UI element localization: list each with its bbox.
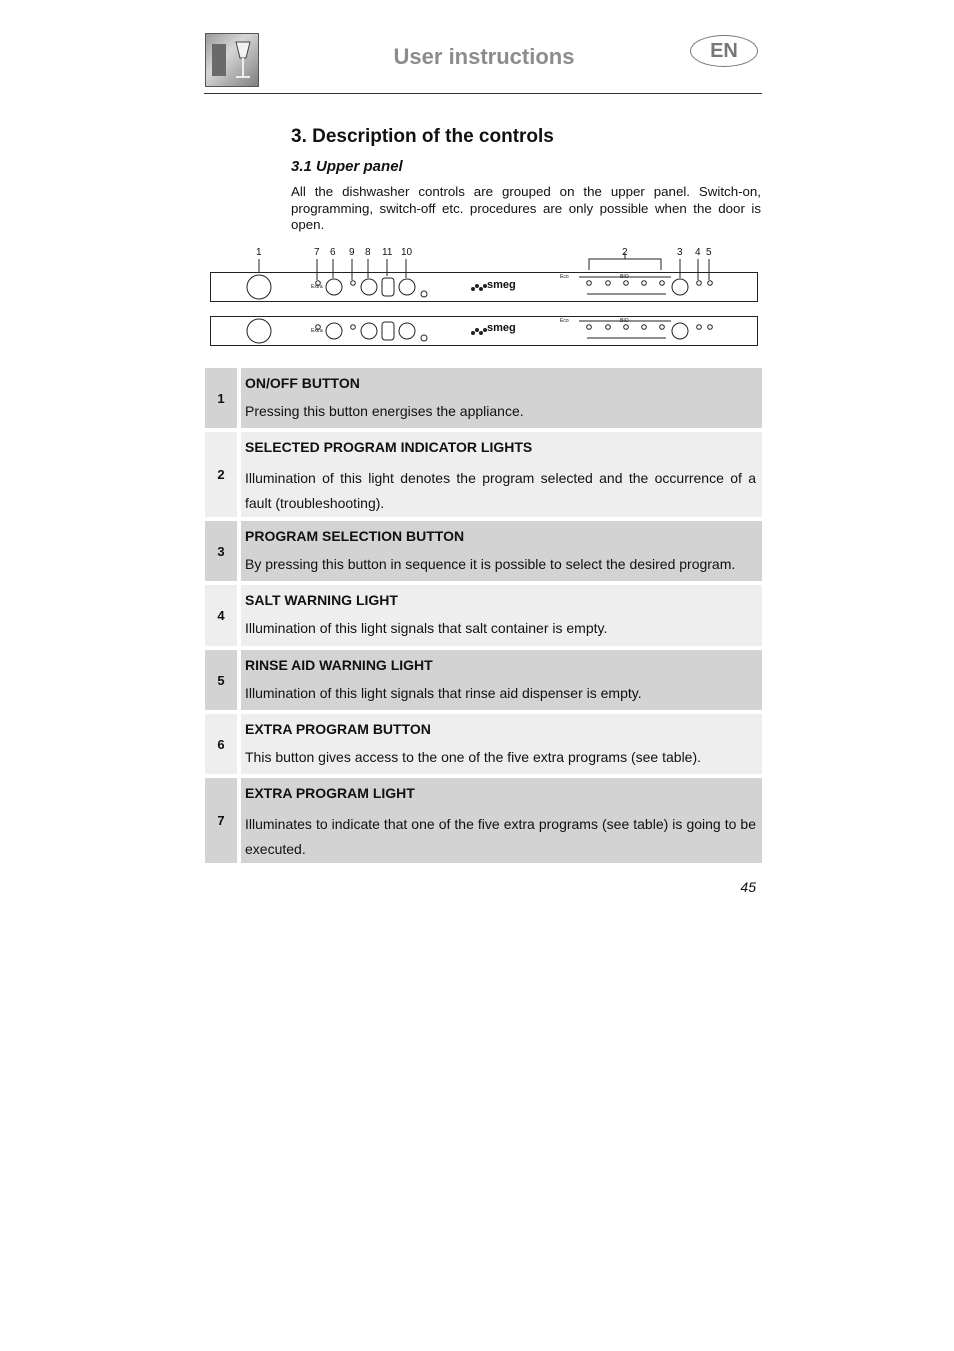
row-text: Pressing this button energises the appliance. (245, 403, 524, 419)
callout-10: 10 (401, 247, 413, 258)
row-title: EXTRA PROGRAM BUTTON (245, 721, 431, 737)
row-number: 2 (205, 432, 237, 517)
row-title: EXTRA PROGRAM LIGHT (245, 785, 415, 801)
row-title: ON/OFF BUTTON (245, 375, 360, 391)
language-badge: EN (690, 35, 758, 67)
bio-label: BIO (620, 274, 629, 280)
row-title: PROGRAM SELECTION BUTTON (245, 528, 465, 544)
section-subtitle: 3.1 Upper panel (291, 158, 403, 175)
table-row (241, 368, 762, 428)
row-number: 3 (205, 521, 237, 581)
table-row (241, 650, 762, 710)
callout-5: 5 (706, 247, 712, 258)
intro-paragraph: All the dishwasher controls are grouped on the upper panel. Switch-on, programming, switch-off etc. procedures are only possible when the door is open. (291, 184, 761, 232)
row-text: By pressing this button in sequence it is possible to select the desired program. (245, 556, 736, 572)
table-row (241, 714, 762, 774)
callout-4: 4 (695, 247, 701, 258)
row-number: 7 (205, 778, 237, 863)
callout-6: 6 (330, 247, 336, 258)
row-title: RINSE AID WARNING LIGHT (245, 657, 433, 673)
eco-label: Eco (560, 318, 569, 324)
row-title: SALT WARNING LIGHT (245, 592, 398, 608)
brand-logo: smeg (487, 322, 516, 334)
row-text: Illumination of this light signals that rinse aid dispenser is empty. (245, 685, 642, 701)
row-text: Illuminates to indicate that one of the five extra programs (see table) is going to be executed. (245, 816, 756, 857)
brand-logo: smeg (487, 279, 516, 291)
extra-label: Extra (311, 328, 323, 334)
table-row (241, 521, 762, 581)
onoff-button-shape (247, 275, 271, 299)
section-title: 3. Description of the controls (291, 126, 554, 147)
callout-9: 9 (349, 247, 355, 258)
callout-7: 7 (314, 247, 320, 258)
extra-label: Extra (311, 284, 323, 290)
extra-button-shape (326, 279, 342, 295)
table-row (241, 432, 762, 517)
row-text: This button gives access to the one of the five extra programs (see table). (245, 749, 702, 765)
row-number: 4 (205, 585, 237, 646)
callout-leader-lines (0, 0, 954, 300)
row-number: 1 (205, 368, 237, 428)
table-row (241, 585, 762, 646)
callout-2: 2 (622, 247, 628, 258)
row-text: Illumination of this light signals that salt container is empty. (245, 620, 608, 636)
callout-11: 11 (382, 247, 393, 258)
callout-8: 8 (365, 247, 371, 258)
row-number: 6 (205, 714, 237, 774)
eco-label: Eco (560, 274, 569, 280)
table-row (241, 778, 762, 863)
page-number: 45 (740, 879, 756, 895)
row-title: SELECTED PROGRAM INDICATOR LIGHTS (245, 439, 533, 455)
row-number: 5 (205, 650, 237, 710)
upper-panel-diagram-2 (210, 316, 758, 346)
callout-3: 3 (677, 247, 683, 258)
header-title: User instructions (393, 44, 575, 69)
row-text: Illumination of this light denotes the program selected and the occurrence of a fault (troubleshooting). (245, 470, 756, 511)
upper-panel-diagram-1 (210, 272, 758, 302)
bio-label: BIO (620, 318, 629, 324)
callout-1: 1 (256, 247, 262, 258)
